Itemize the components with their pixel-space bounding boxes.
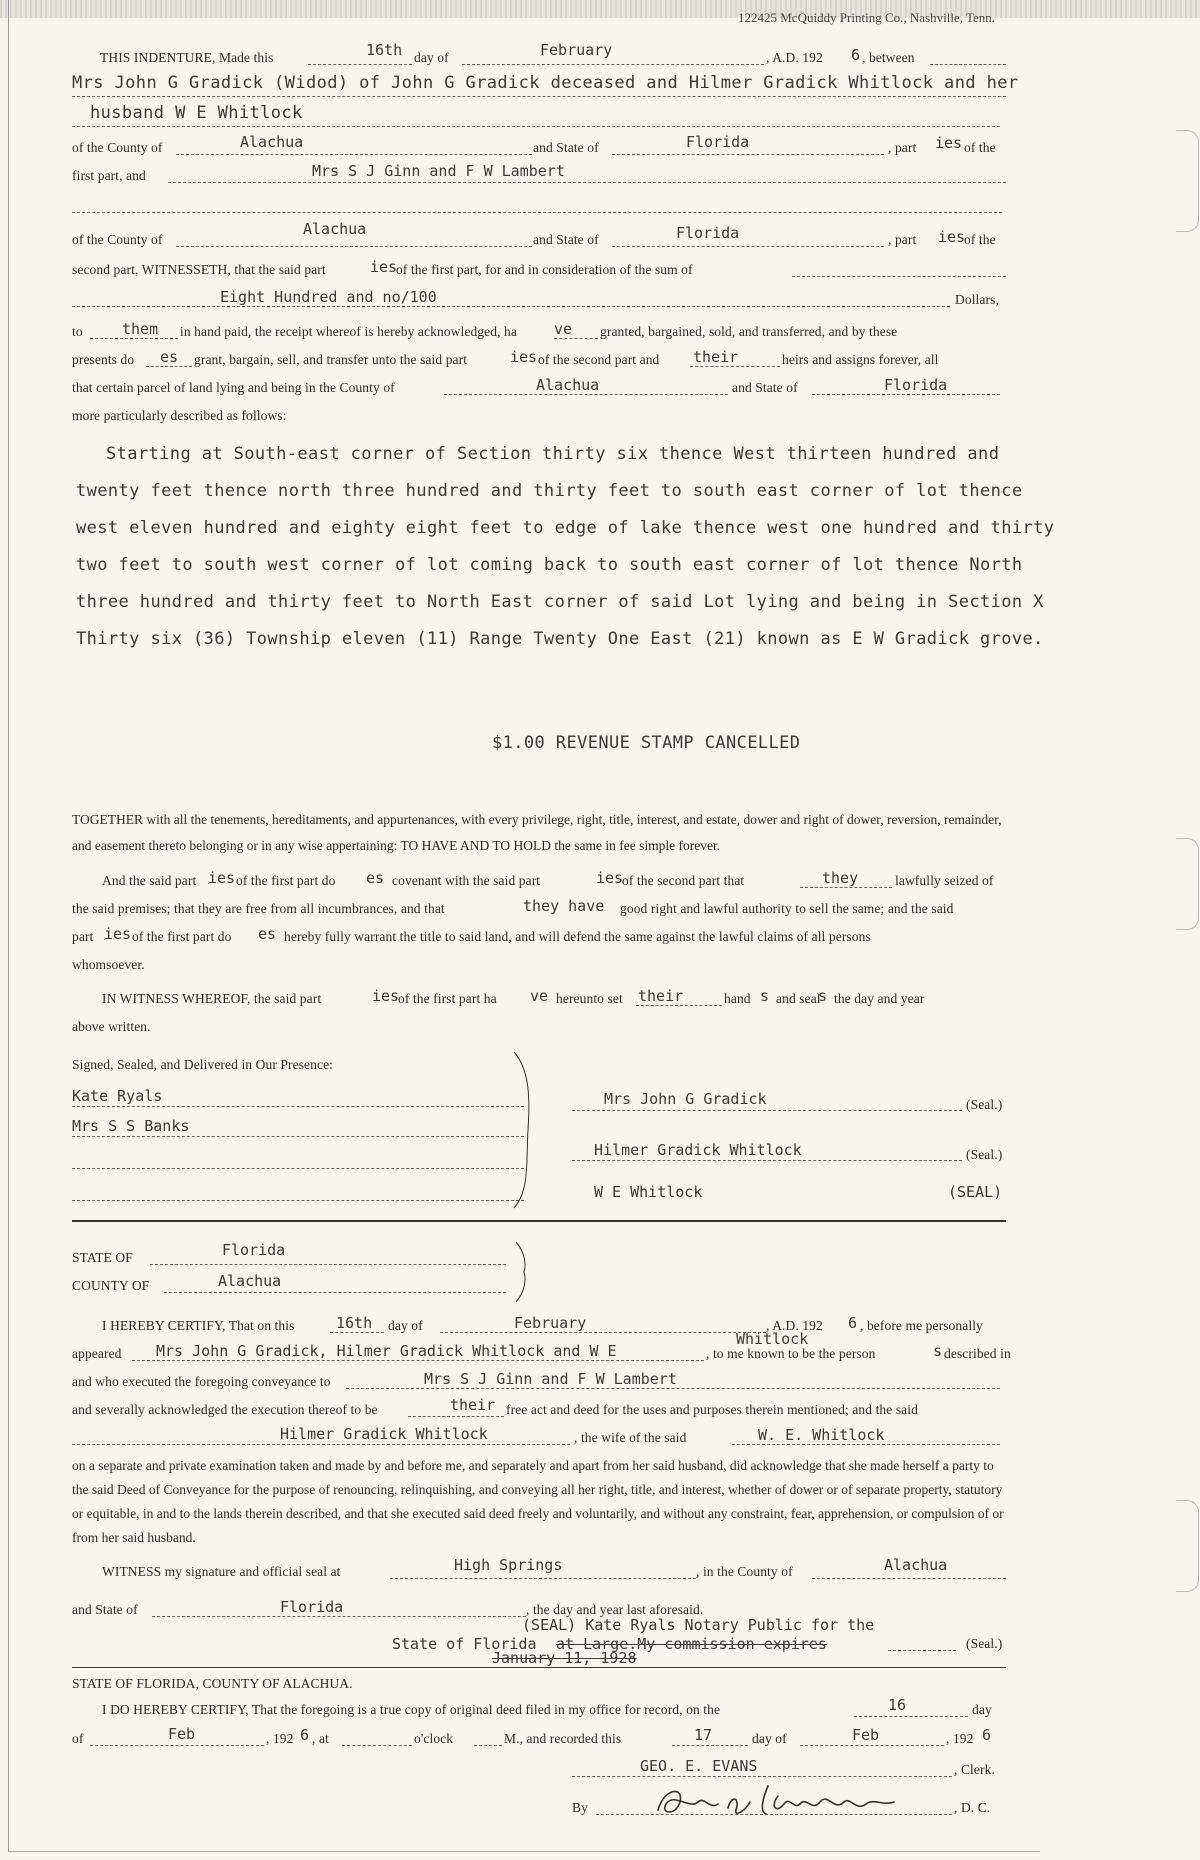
description-line: twenty feet thence north three hundred and thirty feet to south east corner of lot thence: [76, 481, 1023, 501]
blank-line: [444, 394, 728, 395]
first-party-county: Alachua: [240, 133, 304, 151]
witness-suffix: s: [818, 987, 828, 1005]
parcel-state: Florida: [884, 376, 948, 394]
their-heirs: their: [693, 348, 739, 366]
ack-text: day of: [388, 1318, 423, 1333]
blank-line: [672, 1745, 748, 1746]
to-label: to: [72, 324, 83, 339]
bottom-page-edge: [8, 1851, 1040, 1852]
ack-text: and who executed the foregoing conveyance to: [72, 1374, 331, 1389]
margin-mark: [1176, 838, 1199, 930]
do-suffix: es: [160, 348, 179, 366]
signed-sealed-label: Signed, Sealed, and Delivered in Our Presence:: [72, 1057, 334, 1072]
blank-line: [90, 338, 178, 339]
blank-line: [732, 1444, 1000, 1445]
first-part-label: first part, and: [72, 168, 146, 183]
blank-line: [572, 1776, 952, 1777]
recording-day-label: day: [972, 1702, 992, 1717]
described-label: more particularly described as follows:: [72, 408, 287, 423]
blank-line: [176, 154, 532, 155]
covenant-text: lawfully seized of: [895, 873, 994, 888]
covenant-text: whomsoever.: [72, 957, 145, 972]
by-label: By: [572, 1800, 588, 1815]
ad-label: , A.D. 192: [766, 50, 823, 65]
blank-line: [800, 887, 892, 888]
blank-line: [146, 366, 192, 367]
covenant-text: of the first part do: [236, 873, 336, 888]
second-party-state: Florida: [676, 224, 740, 242]
ack-county-2: Alachua: [884, 1556, 948, 1574]
ack-grantee: Mrs S J Ginn and F W Lambert: [424, 1370, 677, 1388]
recording-header: STATE OF FLORIDA, COUNTY OF ALACHUA.: [72, 1676, 353, 1691]
left-page-edge: [8, 0, 9, 1852]
ack-text: , the day and year last aforesaid.: [526, 1602, 704, 1617]
recording-recorded-year: 6: [982, 1726, 992, 1744]
recording-at-label: , at: [312, 1731, 329, 1746]
ack-appeared: Mrs John G Gradick, Hilmer Gradick Whitlock and W E: [156, 1342, 617, 1360]
blank-line: [572, 1160, 962, 1161]
margin-mark: [1176, 130, 1199, 232]
witness-their: their: [638, 987, 684, 1005]
recording-of-label: of: [72, 1731, 84, 1746]
ack-county: Alachua: [218, 1272, 282, 1290]
notary-line-1: (SEAL) Kate Ryals Notary Public for the: [522, 1616, 875, 1634]
first-parties-suffix: ies: [935, 134, 963, 152]
blank-line: [150, 1264, 506, 1265]
covenant-text: of the first part do: [132, 929, 232, 944]
recording-year-label: , 192: [946, 1731, 974, 1746]
granted-text: granted, bargained, sold, and transferred, and by these: [600, 324, 898, 339]
covenant-text: good right and lawful authority to sell the same; and the said: [620, 901, 954, 916]
revenue-stamp-note: $1.00 REVENUE STAMP CANCELLED: [492, 733, 801, 753]
ack-state-label: STATE OF: [72, 1250, 133, 1265]
ack-state: Florida: [222, 1241, 286, 1259]
blank-line: [72, 1136, 524, 1137]
ack-brace: [514, 1240, 534, 1304]
ack-wife: Hilmer Gradick Whitlock: [280, 1425, 488, 1443]
ack-place: High Springs: [454, 1556, 563, 1574]
county-label: of the County of: [72, 140, 163, 155]
ack-year-digit: 6: [848, 1314, 858, 1332]
second-party-county: Alachua: [303, 220, 367, 238]
covenant-they-have: they have: [523, 897, 605, 915]
of-the-label: of the: [964, 232, 996, 247]
part-label: , part: [888, 232, 917, 247]
blank-line: [72, 1444, 570, 1445]
section-separator: [72, 1667, 1006, 1668]
blank-line: [690, 366, 780, 367]
description-line: two feet to south west corner of lot coming back to south east corner of lot thence North: [76, 555, 1023, 575]
recording-certify: I DO HEREBY CERTIFY, That the foregoing is a true copy of original deed filed in my office for record, on the: [102, 1702, 721, 1717]
witness-name: Kate Ryals: [72, 1087, 163, 1105]
deed-month: February: [540, 41, 613, 59]
between-label: , between: [862, 50, 915, 65]
state-label: and State of: [533, 232, 599, 247]
deputy-clerk-signature: [650, 1780, 930, 1824]
ack-text: , the wife of the said: [574, 1430, 687, 1445]
notary-line-2b: at Large.My commission expires: [556, 1635, 827, 1653]
have-suffix: ve: [554, 320, 573, 338]
county-label: of the County of: [72, 232, 163, 247]
witness-whereof-text: the day and year: [834, 991, 925, 1006]
blank-line: [176, 246, 532, 247]
grantee-name: Mrs S J Ginn and F W Lambert: [312, 162, 565, 180]
covenant-text: And the said part: [102, 873, 197, 888]
recording-filed-day: 16: [888, 1696, 907, 1714]
covenant-suffix: ies: [208, 869, 236, 887]
recording-filed-month: Feb: [168, 1725, 196, 1743]
blank-line: [72, 306, 950, 307]
witness-suffix: ies: [372, 987, 400, 1005]
deed-year-digit: 6: [851, 46, 861, 64]
covenant-suffix: es: [258, 925, 277, 943]
witnesseth-text-2: of the first part, for and in consideration of the sum of: [396, 262, 693, 277]
seal-label: (Seal.): [966, 1147, 1003, 1162]
blank-line: [636, 1005, 722, 1006]
consideration-sum: Eight Hundred and no/100: [220, 288, 437, 306]
dollars-label: Dollars,: [955, 292, 999, 307]
blank-line: [346, 1388, 1000, 1389]
blank-line: [440, 1332, 766, 1333]
covenant-suffix: es: [366, 869, 385, 887]
deed-day: 16th: [366, 41, 403, 59]
witnesseth-text: second part, WITNESSETH, that the said part: [72, 262, 326, 277]
ack-text: , A.D. 192: [766, 1318, 823, 1333]
grantor-signature: Mrs John G Gradick: [604, 1090, 767, 1108]
blank-line: [930, 64, 1006, 65]
second-part-and: of the second part and: [538, 352, 660, 367]
recording-oclock: o'clock: [414, 1731, 454, 1746]
ack-text: free act and deed for the uses and purposes therein mentioned; and the said: [506, 1402, 918, 1417]
covenant-they: they: [822, 869, 859, 887]
witness-whereof-text: and seal: [776, 991, 821, 1006]
printer-imprint: 122425 McQuiddy Printing Co., Nashville, Tenn.: [738, 10, 996, 25]
ack-text: , in the County of: [696, 1564, 793, 1579]
clerk-name: GEO. E. EVANS: [640, 1757, 758, 1775]
and-state-of: and State of: [732, 380, 798, 395]
ack-text: appeared: [72, 1346, 122, 1361]
blank-line: [164, 1292, 506, 1293]
parcel-county: Alachua: [536, 376, 600, 394]
covenant-text: the said premises; that they are free from all incumbrances, and that: [72, 901, 445, 916]
ack-text: , to me known to be the person: [706, 1346, 876, 1361]
together-clause: TOGETHER with all the tenements, hereditaments, and appurtenances, with every privilege, right, title, interest, and estate, dower and right of dower, reversion, remainder, and easement thereto belonging or in any wise appertaining: TO HAVE AND TO HOLD the same in fee simple forever.: [72, 812, 1002, 853]
blank-line: [308, 64, 412, 65]
ack-text: , before me personally: [860, 1318, 983, 1333]
notary-seal-label: (Seal.): [966, 1636, 1003, 1651]
description-line: Thirty six (36) Township eleven (11) Range Twenty One East (21) known as E W Gradick grove.: [76, 629, 1044, 649]
to-whom: them: [122, 320, 159, 338]
ack-month: February: [514, 1314, 587, 1332]
blank-line: [72, 1168, 524, 1169]
grantor-signature: Hilmer Gradick Whitlock: [594, 1141, 802, 1159]
witness-whereof-text: hand: [724, 991, 751, 1006]
blank-line: [90, 1745, 264, 1746]
blank-line: [72, 1106, 524, 1107]
recording-filed-year: 6: [300, 1726, 310, 1744]
clerk-label: , Clerk.: [954, 1762, 995, 1777]
blank-line: [554, 338, 598, 339]
blank-line: [390, 1578, 696, 1579]
blank-line: [474, 1745, 502, 1746]
presents-do: presents do: [72, 352, 135, 367]
parcel-text: that certain parcel of land lying and being in the County of: [72, 380, 395, 395]
ack-text: I HEREBY CERTIFY, That on this: [102, 1318, 295, 1333]
ack-person-suffix: s: [933, 1342, 943, 1360]
margin-mark: [1176, 1500, 1199, 1592]
witness-suffix: ve: [530, 987, 549, 1005]
blank-line: [612, 246, 884, 247]
grant-text: grant, bargain, sell, and transfer unto the said part: [194, 352, 468, 367]
scan-edge-strip: [0, 0, 1200, 18]
ack-state-2: Florida: [280, 1598, 344, 1616]
blank-line: [408, 1416, 504, 1417]
grantor-line-2: husband W E Whitlock: [90, 103, 303, 123]
witness-suffix: s: [760, 987, 770, 1005]
blank-line: [572, 1110, 962, 1111]
blank-line: [612, 154, 884, 155]
ack-separate-examination: on a separate and private examination taken and made by and before me, and separately and apart from her said husband, did acknowledge that she made herself a party to the said Deed of Conveyance for the purpose of renouncing, relinquishing, and conveying all her right, title, and interest, whether of dower or of separate property, statutory or equitable, in and to the lands therein described, and that she executed said deed freely and voluntarily, and without any constraint, fear, apprehension, or compulsion of or from her said husband.: [72, 1458, 1004, 1545]
witness-whereof-text: above written.: [72, 1019, 151, 1034]
blank-line: [792, 276, 1006, 277]
description-line: west eleven hundred and eighty eight feet to edge of lake thence west one hundred and thirty: [76, 518, 1055, 538]
blank-line: [152, 1616, 526, 1617]
covenant-text: part: [72, 929, 94, 944]
part-label: , part: [888, 140, 917, 155]
blank-line: [888, 1650, 956, 1651]
state-label: and State of: [533, 140, 599, 155]
ack-their: their: [450, 1396, 496, 1414]
witnesseth-suffix: ies: [370, 258, 398, 276]
grant-suffix: ies: [510, 348, 538, 366]
blank-line: [342, 1745, 412, 1746]
ack-text: WITNESS my signature and official seal at: [102, 1564, 341, 1579]
ack-husband: W. E. Whitlock: [758, 1426, 885, 1444]
recording-m-label: M., and recorded this: [504, 1731, 622, 1746]
blank-line: [72, 1200, 524, 1201]
covenant-suffix: ies: [104, 925, 132, 943]
blank-line: [330, 1332, 384, 1333]
recording-year-label: , 192: [266, 1731, 294, 1746]
covenant-suffix: ies: [596, 869, 624, 887]
ack-county-label: COUNTY OF: [72, 1278, 150, 1293]
hand-paid-text: in hand paid, the receipt whereof is hereby acknowledged, ha: [180, 324, 517, 339]
blank-line: [168, 182, 1006, 183]
covenant-text: covenant with the said part: [392, 873, 541, 888]
covenant-text: hereby fully warrant the title to said land, and will defend the same against the lawful claims of all persons: [284, 929, 871, 944]
witness-whereof-text: of the first part ha: [398, 991, 497, 1006]
recording-recorded-month: Feb: [852, 1726, 880, 1744]
dc-label: , D. C.: [954, 1800, 991, 1815]
blank-line: [854, 1716, 968, 1717]
seal-label: (Seal.): [966, 1097, 1003, 1112]
blank-line: [462, 64, 764, 65]
notary-line-2a: State of Florida: [392, 1635, 537, 1653]
section-separator: [72, 1220, 1006, 1222]
ack-text: and severally acknowledged the execution thereof to be: [72, 1402, 378, 1417]
covenant-text: of the second part that: [622, 873, 745, 888]
grantor-line-1: Mrs John G Gradick (Widod) of John G Gradick deceased and Hilmer Gradick Whitlock and her: [72, 73, 1019, 93]
ack-text: described in: [944, 1346, 1011, 1361]
description-line: three hundred and thirty feet to North East corner of said Lot lying and being in Section X: [76, 592, 1044, 612]
blank-line: [800, 1745, 944, 1746]
witness-whereof-text: hereunto set: [556, 991, 623, 1006]
grantor-signature: W E Whitlock: [594, 1183, 703, 1201]
witness-whereof-text: IN WITNESS WHEREOF, the said part: [102, 991, 322, 1006]
witness-name: Mrs S S Banks: [72, 1117, 190, 1135]
blank-line: [132, 1360, 704, 1361]
notary-line-3: January 11, 1928: [492, 1649, 637, 1667]
ack-appeared-extra: Whitlock: [736, 1330, 809, 1348]
first-party-state: Florida: [686, 133, 750, 151]
recording-day-of: day of: [752, 1731, 787, 1746]
blank-line: [72, 212, 1002, 213]
description-line: Starting at South-east corner of Section thirty six thence West thirteen hundred and: [106, 444, 1000, 464]
blank-line: [72, 96, 1006, 97]
second-parties-suffix: ies: [938, 228, 966, 246]
of-the-label: of the: [964, 140, 996, 155]
blank-line: [812, 394, 1000, 395]
seal-label-upper: (SEAL): [948, 1183, 1003, 1201]
blank-line: [72, 126, 1000, 127]
blank-line: [812, 1578, 1006, 1579]
heirs-text: heirs and assigns forever, all: [782, 352, 939, 367]
signature-brace: [510, 1050, 550, 1210]
ack-text: and State of: [72, 1602, 138, 1617]
recording-recorded-day: 17: [694, 1726, 713, 1744]
indenture-intro: THIS INDENTURE, Made this: [100, 50, 274, 65]
ack-day: 16th: [336, 1314, 373, 1332]
day-of-label: day of: [414, 50, 449, 65]
